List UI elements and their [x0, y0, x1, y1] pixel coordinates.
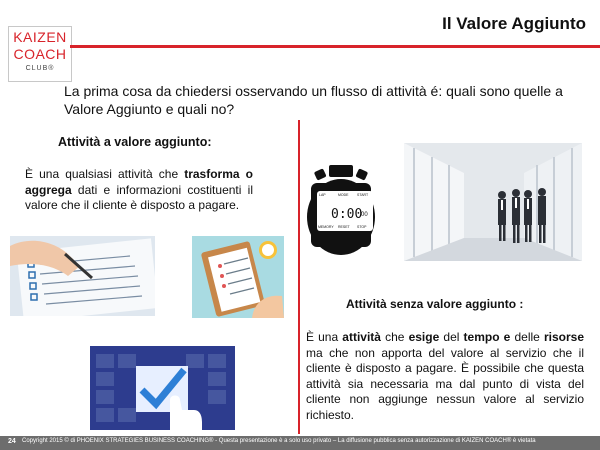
stopwatch-btn-stop: STOP: [357, 225, 367, 229]
stopwatch-btn-memory: MEMORY: [318, 225, 334, 229]
column-divider: [298, 120, 300, 434]
stopwatch-btn-mode: MODE: [338, 193, 349, 197]
slide-title: Il Valore Aggiunto: [442, 14, 586, 33]
stopwatch-btn-start: START: [357, 193, 369, 197]
stopwatch-display-sub: 00: [361, 212, 368, 218]
stopwatch-display: 0:00: [331, 207, 363, 222]
clipboard-checklist-image: [192, 236, 284, 318]
logo-line-2: COACH: [13, 46, 67, 62]
value-added-paragraph: È una qualsiasi attività che trasforma o aggrega dati e informazioni costituenti il valore che il cliente è disposto a pagare.: [25, 167, 253, 212]
business-meeting-image: [404, 143, 582, 261]
value-added-heading: Attività a valore aggiunto:: [58, 135, 212, 149]
stopwatch-btn-lap: LAP: [319, 193, 326, 197]
intro-text: La prima cosa da chiedersi osservando un flusso di attività é: quali sono quelle a Valore Aggiunto e quali no?: [64, 83, 563, 117]
header-divider: [70, 45, 600, 48]
checklist-writing-image: [10, 236, 155, 316]
keyboard-check-image: [90, 346, 235, 430]
non-value-added-paragraph: È una attività che esige del tempo e delle risorse ma che non apporta del valore al servizio che il cliente è disposto a pagare. È possibile che questa attività sia necessaria ma dal punto di vista del cliente non aggiunge nessun valore al servizio richiesto.: [306, 330, 584, 422]
footer-copyright: Copyright 2015 © di PHOENIX STRATEGIES BUSINESS COACHING® - Questa presentazione è a solo uso privato – La diffusione pubblica senza autorizzazione di KAIZEN COACH® è vietata: [22, 438, 536, 444]
page-number: 24: [8, 438, 16, 445]
kaizen-coach-logo: [8, 26, 72, 82]
logo-line-3: CLUB®: [25, 65, 55, 72]
logo-line-1: KAIZEN: [13, 29, 67, 45]
stopwatch-btn-reset: RESET: [338, 225, 350, 229]
non-value-added-heading: Attività senza valore aggiunto :: [346, 297, 524, 311]
